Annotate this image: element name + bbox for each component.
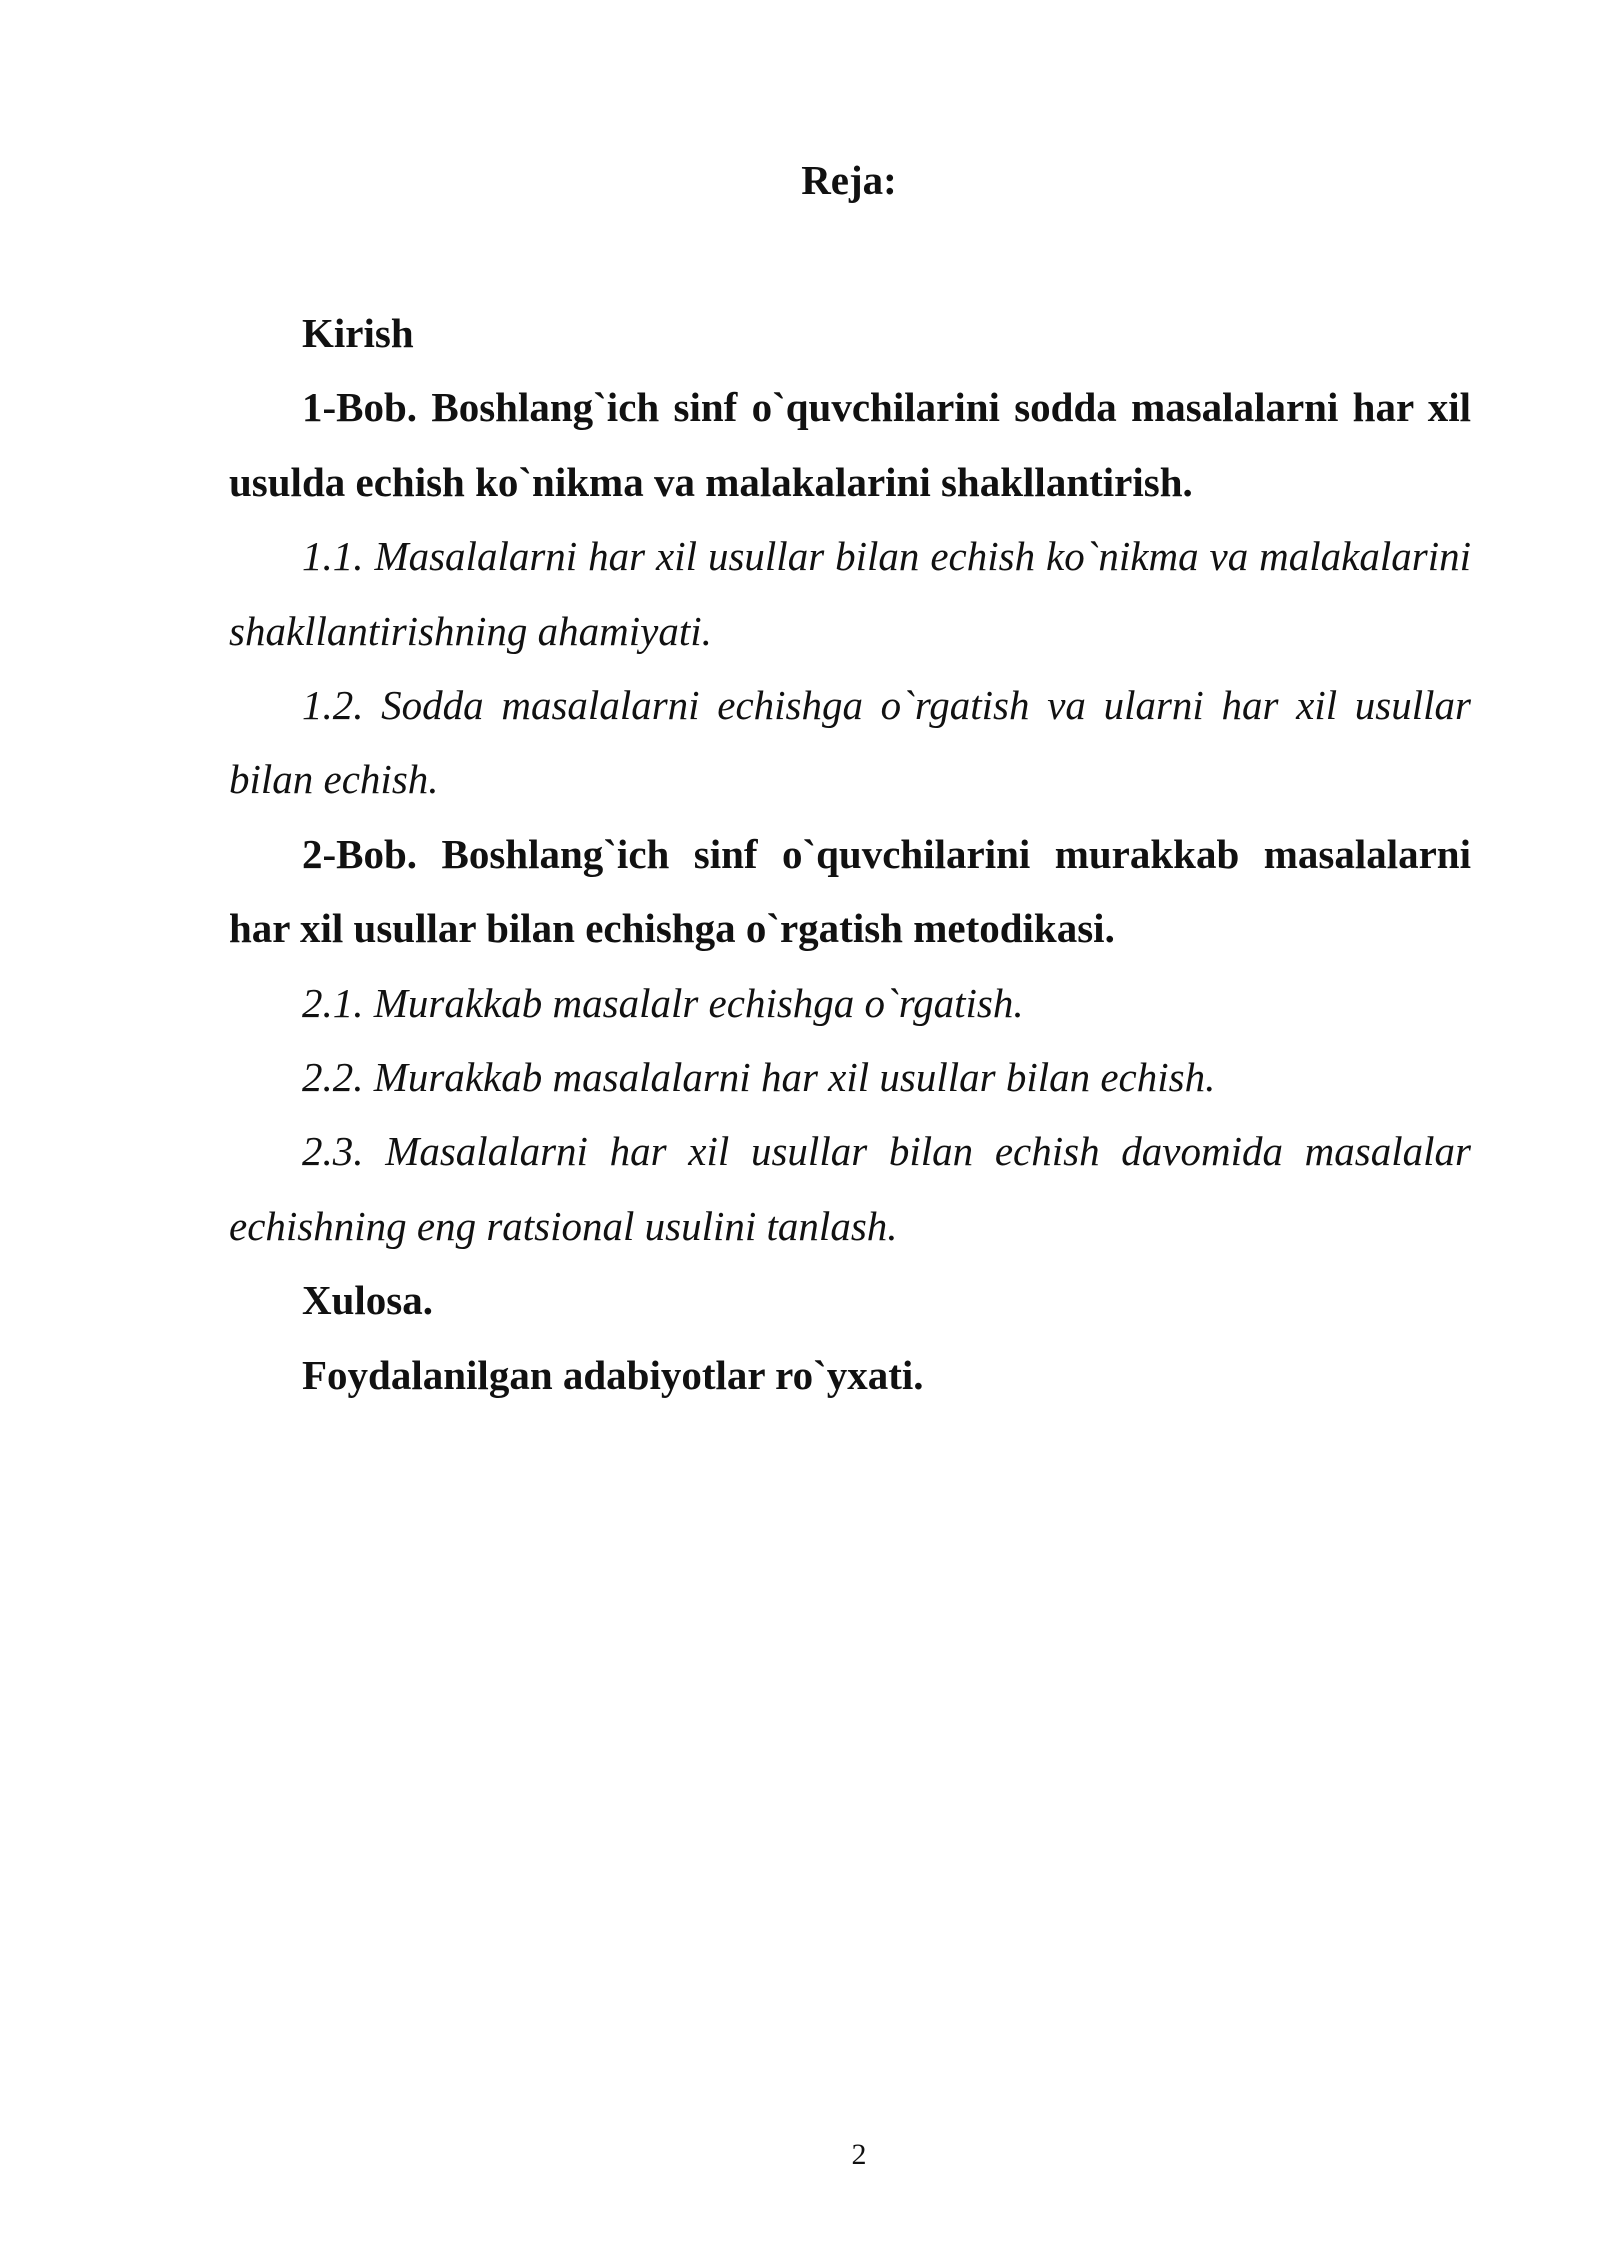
- toc-entry-introduction: Kirish: [302, 310, 414, 356]
- toc-entry-conclusion: Xulosa.: [302, 1277, 434, 1324]
- toc-entry-section-1-2: 1.2. Sodda masalalarni echishga o`rgatish va ularni har xil usullar bilan echish.: [229, 682, 1471, 803]
- toc-entry-section-2-2: 2.2. Murakkab masalalarni har xil usullar bilan echish.: [302, 1054, 1216, 1101]
- toc-entry-chapter-2: 2-Bob. Boshlang`ich sinf o`quvchilarini murakkab masalalarni har xil usullar bilan echishga o`rgatish metodikasi.: [229, 830, 1471, 952]
- toc-entry-chapter-1: 1-Bob. Boshlang`ich sinf o`quvchilarini sodda masalalarni har xil usulda echish ko`nikma va malakalarini shakllantirish.: [229, 384, 1471, 505]
- page-number: 2: [851, 2138, 867, 2171]
- toc-entry-section-2-1: 2.1. Murakkab masalalr echishga o`rgatish.: [302, 979, 1024, 1026]
- toc-entry-section-1-1: 1.1. Masalalarni har xil usullar bilan echish ko`nikma va malakalarini shakllantirishning ahamiyati.: [229, 533, 1471, 654]
- toc-entry-references: Foydalanilgan adabiyotlar ro`yxati.: [302, 1351, 924, 1398]
- table-of-contents: [229, 296, 1471, 1412]
- page-title: Reja:: [801, 157, 897, 203]
- toc-entry-section-2-3: 2.3. Masalalarni har xil usullar bilan echish davomida masalalar echishning eng ratsional usulini tanlash.: [229, 1128, 1471, 1249]
